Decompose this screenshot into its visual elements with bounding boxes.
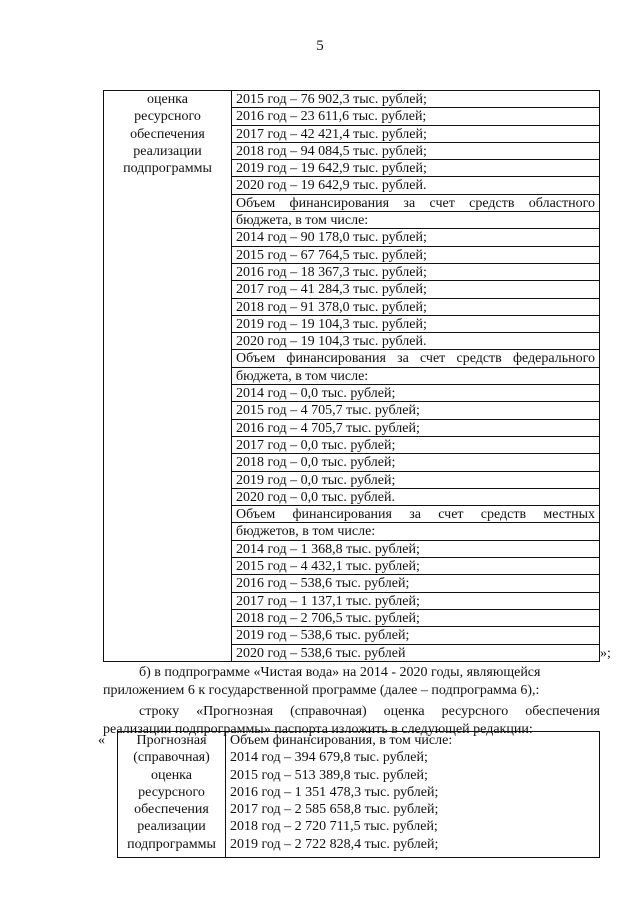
label-line: ресурсного bbox=[138, 784, 205, 800]
label-line: подпрограммы bbox=[127, 836, 216, 852]
table-line: 2015 год – 513 389,8 тыс. рублей; bbox=[230, 767, 428, 783]
label-line: обеспечения bbox=[130, 126, 205, 142]
table-line: 2015 год – 4 432,1 тыс. рублей; bbox=[232, 558, 599, 575]
table-line: бюджетов, в том числе: bbox=[232, 523, 599, 540]
label-line: (справочная) bbox=[133, 750, 210, 766]
table-line: 2017 год – 42 421,4 тыс. рублей; bbox=[232, 126, 599, 143]
table-line: 2016 год – 18 367,3 тыс. рублей; bbox=[232, 264, 599, 281]
table-line: 2019 год – 0,0 тыс. рублей; bbox=[232, 472, 599, 489]
table-line: 2019 год – 19 642,9 тыс. рублей; bbox=[232, 160, 599, 177]
table-line: 2020 год – 19 642,9 тыс. рублей. bbox=[232, 177, 599, 194]
label-line: реализации bbox=[133, 143, 202, 159]
table-line: Объем финансирования за счет средств федерального bbox=[232, 350, 599, 367]
table-value-cell bbox=[232, 91, 599, 661]
label-line: оценка bbox=[150, 767, 192, 783]
closing-quote-mark: »; bbox=[600, 646, 611, 661]
label-line: Прогнозная bbox=[136, 733, 207, 748]
paragraph-line: приложением 6 к государственной программе (далее – подпрограмма 6),: bbox=[103, 683, 540, 698]
table-line: 2017 год – 1 137,1 тыс. рублей; bbox=[232, 593, 599, 610]
table-line: 2018 год – 0,0 тыс. рублей; bbox=[232, 454, 599, 471]
page-number: 5 bbox=[316, 38, 324, 54]
table-line: 2014 год – 1 368,8 тыс. рублей; bbox=[232, 541, 599, 558]
label-line: реализации bbox=[137, 819, 206, 835]
table-line: 2016 год – 23 611,6 тыс. рублей; bbox=[232, 108, 599, 125]
table-line: 2014 год – 90 178,0 тыс. рублей; bbox=[232, 229, 599, 246]
table-line: бюджета, в том числе: bbox=[232, 368, 599, 385]
table-line: 2014 год – 394 679,8 тыс. рублей; bbox=[230, 750, 428, 766]
opening-quote-mark: « bbox=[98, 733, 105, 748]
table-line: Объем финансирования за счет средств местных bbox=[232, 506, 599, 523]
table-line: 2015 год – 67 764,5 тыс. рублей; bbox=[232, 247, 599, 264]
table-line: 2015 год – 76 902,3 тыс. рублей; bbox=[232, 91, 599, 108]
table-line: 2017 год – 41 284,3 тыс. рублей; bbox=[232, 281, 599, 298]
label-line: подпрограммы bbox=[123, 161, 212, 177]
paragraph-line: б) в подпрограмме «Чистая вода» на 2014 - 2020 годы, являющейся bbox=[139, 665, 541, 680]
table-line: 2016 год – 4 705,7 тыс. рублей; bbox=[232, 420, 599, 437]
table-line: 2018 год – 2 720 711,5 тыс. рублей; bbox=[230, 819, 438, 835]
table-line: 2020 год – 0,0 тыс. рублей. bbox=[232, 489, 599, 506]
table-line: 2014 год – 0,0 тыс. рублей; bbox=[232, 385, 599, 402]
table-label-cell bbox=[104, 91, 232, 661]
paragraph-line: строку «Прогнозная (справочная) оценка ресурсного обеспечения bbox=[139, 704, 600, 719]
table-line: 2018 год – 2 706,5 тыс. рублей; bbox=[232, 610, 599, 627]
table-line: 2016 год – 538,6 тыс. рублей; bbox=[232, 575, 599, 592]
table-line: 2016 год – 1 351 478,3 тыс. рублей; bbox=[230, 784, 439, 800]
table-line: 2020 год – 19 104,3 тыс. рублей. bbox=[232, 333, 599, 350]
table-line: 2019 год – 538,6 тыс. рублей; bbox=[232, 627, 599, 644]
label-line: ресурсного bbox=[134, 109, 201, 125]
table-line: 2015 год – 4 705,7 тыс. рублей; bbox=[232, 402, 599, 419]
funding-table-continued bbox=[103, 90, 600, 662]
table-line: Объем финансирования за счет средств областного bbox=[232, 195, 599, 212]
table-line: 2020 год – 538,6 тыс. рублей bbox=[236, 645, 406, 661]
paragraph-line: реализации подпрограммы» паспорта изложить в следующей редакции: bbox=[103, 722, 533, 737]
table-line: 2017 год – 2 585 658,8 тыс. рублей; bbox=[230, 802, 439, 818]
table-line: Объем финансирования, в том числе: bbox=[230, 733, 453, 748]
table-line: 2017 год – 0,0 тыс. рублей; bbox=[232, 437, 599, 454]
table-line: 2018 год – 94 084,5 тыс. рублей; bbox=[232, 143, 599, 160]
table-label-cell bbox=[118, 732, 226, 857]
label-line: оценка bbox=[146, 92, 188, 107]
table-line: 2019 год – 2 722 828,4 тыс. рублей; bbox=[230, 836, 439, 852]
table-line: бюджета, в том числе: bbox=[232, 212, 599, 229]
table-line: 2018 год – 91 378,0 тыс. рублей; bbox=[232, 299, 599, 316]
label-line: обеспечения bbox=[134, 802, 209, 818]
paragraph-subprogram-6 bbox=[103, 664, 600, 700]
table-line: 2019 год – 19 104,3 тыс. рублей; bbox=[232, 316, 599, 333]
funding-table-new bbox=[117, 731, 600, 858]
table-value-cell bbox=[226, 732, 599, 857]
